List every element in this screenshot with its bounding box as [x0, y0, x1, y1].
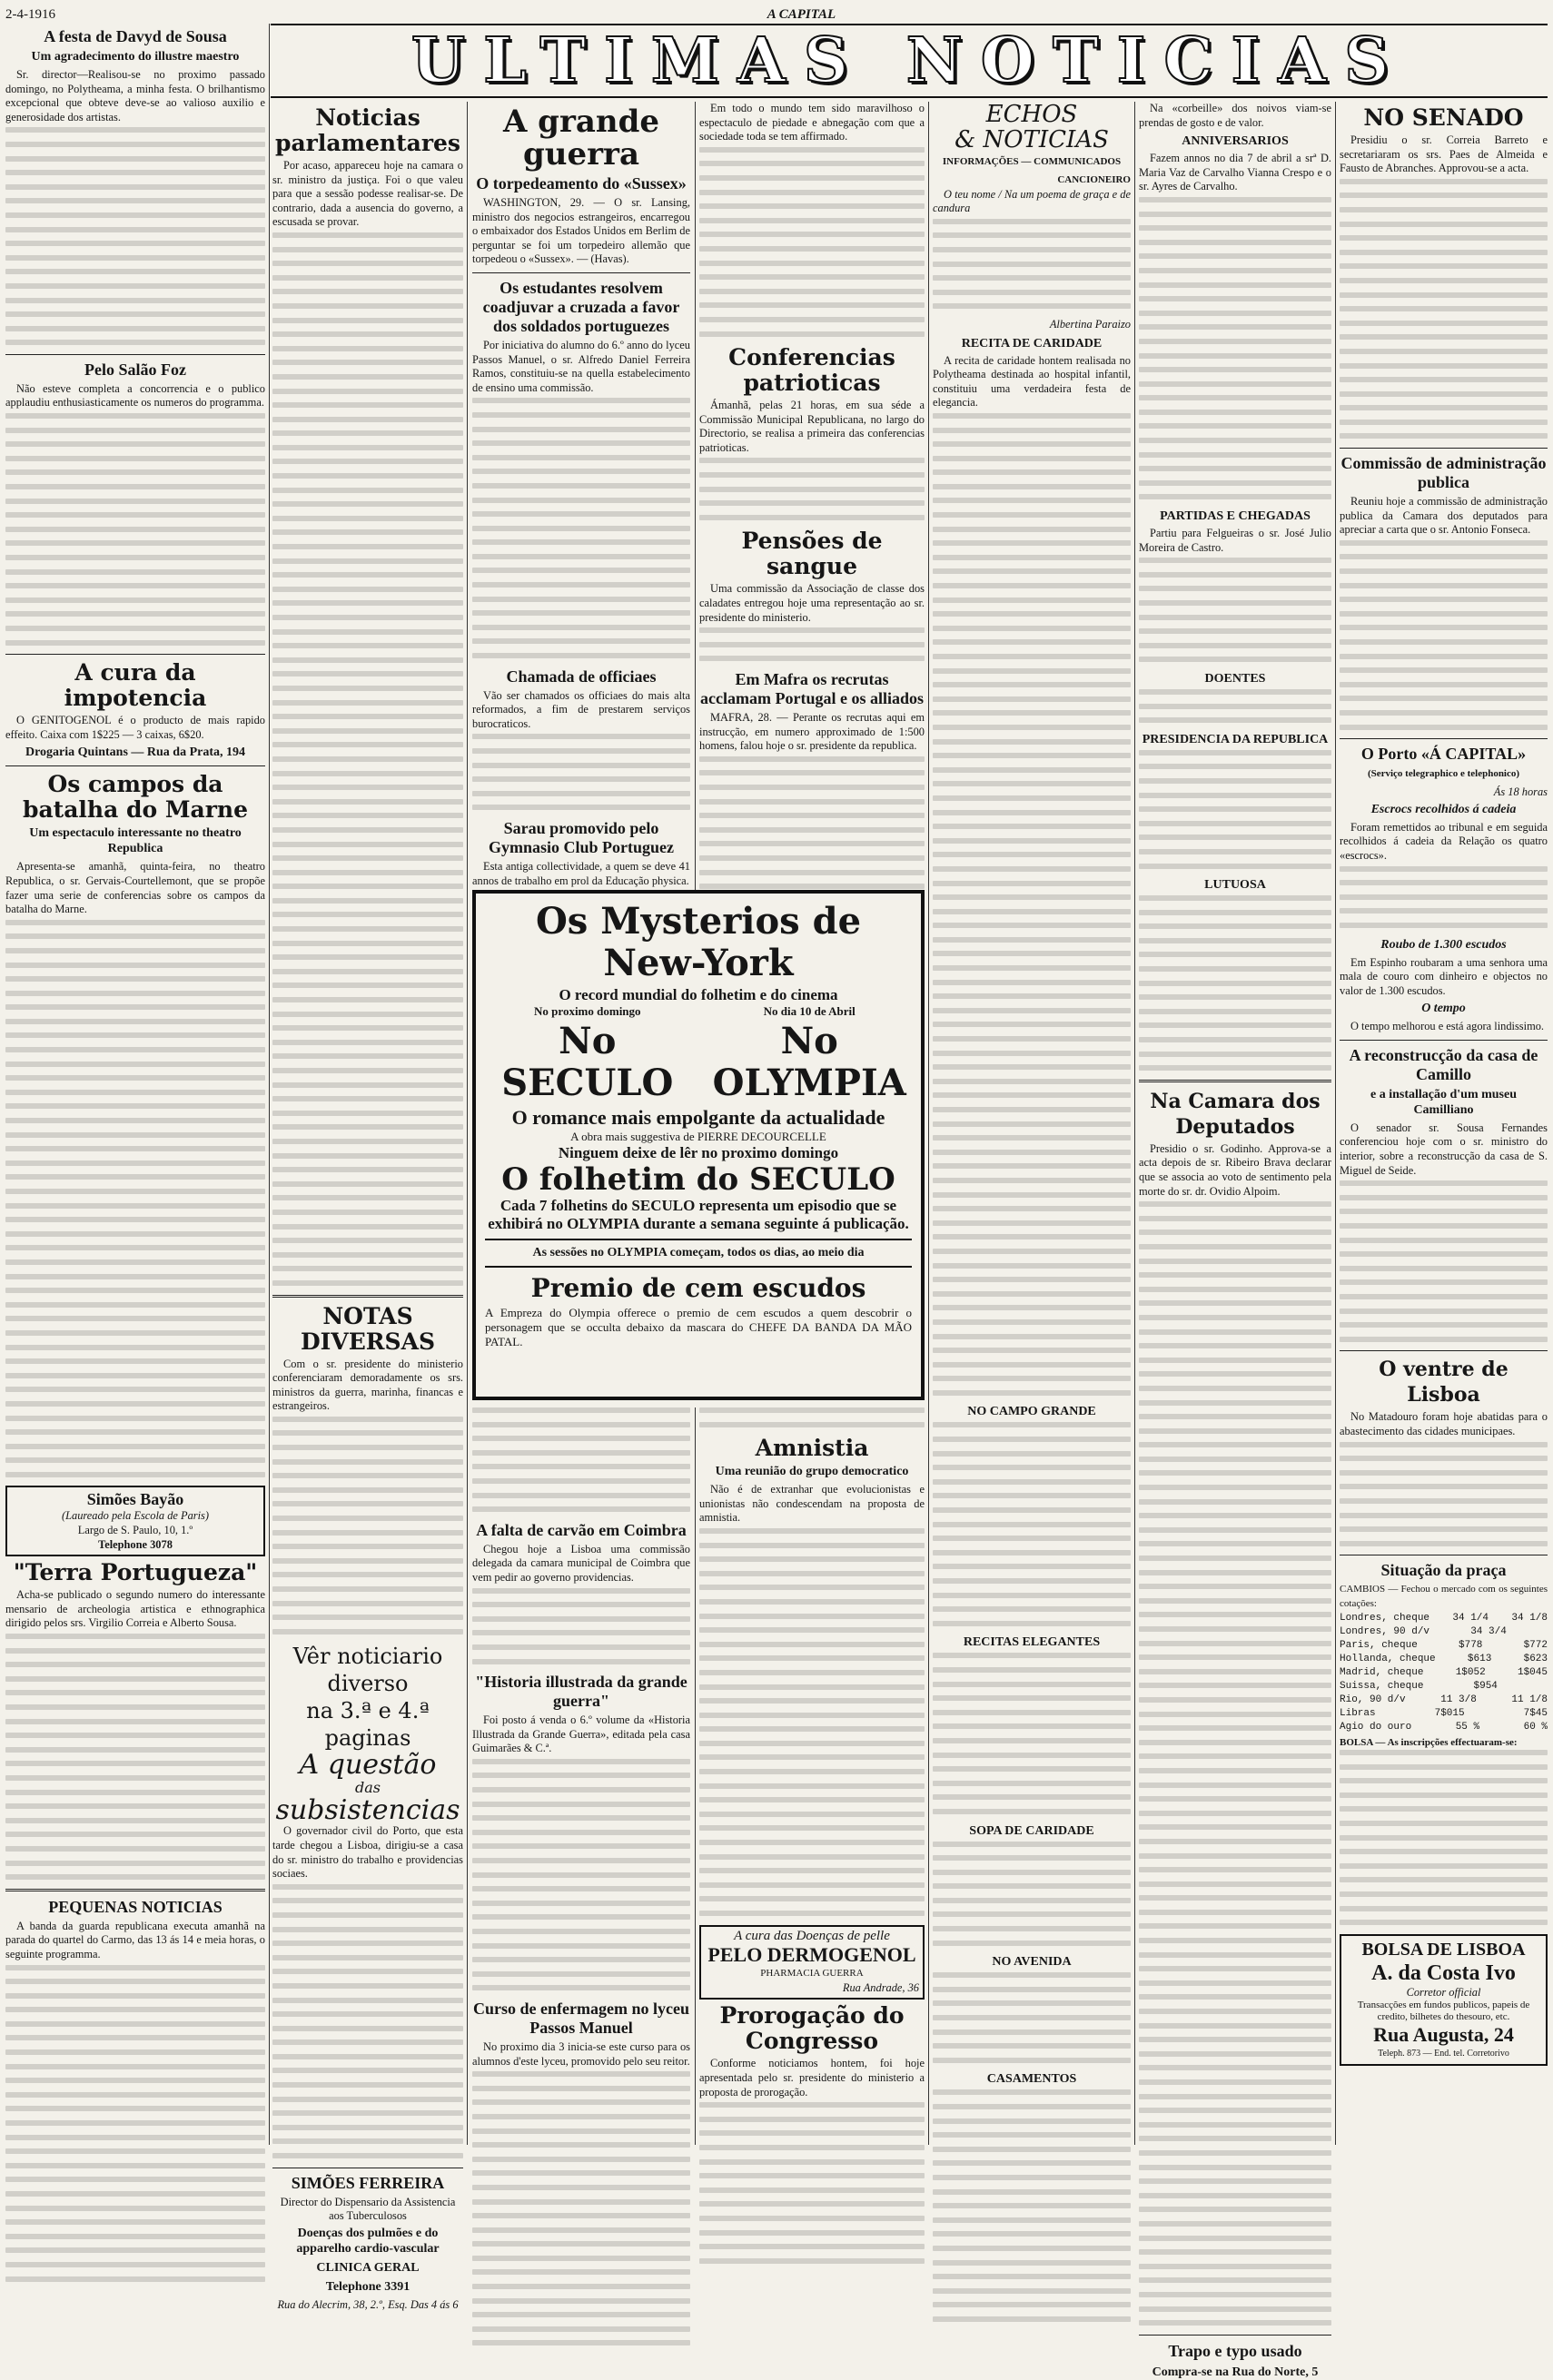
ad-mysterios-sessoes: As sessões no OLYMPIA começam, todos os dias, ao meio dia: [532, 1246, 865, 1259]
section-banner: [271, 24, 1548, 98]
ad-dermogenol-title: PELO DERMOGENOL: [707, 1943, 916, 1967]
ad-bolsa-title: BOLSA DE LISBOA: [1361, 1939, 1526, 1960]
ad-dermogenol-pharmacia: PHARMACIA GUERRA: [760, 1968, 864, 1980]
text-block: [5, 920, 265, 1477]
porto-head: Escrocs recolhidos á cadeia: [1370, 802, 1517, 816]
text-block: [933, 413, 1131, 1396]
ad-mysterios-title: Os Mysterios de New-York: [535, 900, 862, 984]
ad-trapo-title: Trapo e typo usado: [1168, 2341, 1302, 2360]
article-text-ventre: No Matadouro foram hoje abatidas para o abastecimento das cidades municipaes.: [1340, 1410, 1548, 1437]
ad-dermogenol-cura: A cura das Doenças de pelle: [734, 1928, 890, 1943]
subhead-avenida: NO AVENIDA: [992, 1955, 1072, 1970]
text-block: [1340, 540, 1548, 730]
cambio-value-a: $613: [1467, 1653, 1492, 1664]
porto-sub: (Serviço telegraphico e telephonico): [1367, 768, 1520, 780]
article-subtitle-recon: e a installação d'um museu Camilliano: [1370, 1087, 1517, 1117]
text-block: [699, 1407, 925, 1427]
ad-bolsa-lisboa: [1340, 1934, 1548, 2066]
subhead-sopa: SOPA DE CARIDADE: [969, 1823, 1094, 1838]
text-block: [272, 1884, 463, 2158]
article-title-enferm: Curso de enfermagem no lyceu Passos Manuel: [473, 1999, 689, 2037]
article-text-porto: Foram remettidos ao tribunal e em seguida recolhidos á cadeia da Relação os quatro «escrocs».: [1340, 820, 1548, 862]
text-block: [5, 413, 265, 646]
subhead-doentes: DOENTES: [1204, 671, 1266, 686]
text-block: [1340, 1180, 1548, 1342]
ad-dermogenol: [699, 1925, 925, 2000]
text-block: [1139, 1201, 1331, 2326]
article-title-historia: "Historia illustrada da grande guerra": [475, 1673, 687, 1711]
article-text-subs: O governador civil do Porto, que esta tarde chegou a Lisboa, dirigiu-se a casa do sr. ministro do trabalho e providencias sociaes.: [272, 1824, 463, 1881]
text-block: [1340, 1442, 1548, 1546]
section-banner-title: ULTIMAS NOTICIAS: [411, 25, 1408, 97]
ad-trapo-sub: Compra-se na Rua do Norte, 5: [1152, 2365, 1319, 2379]
article-text-conf: Ámanhã, pelas 21 horas, em sua séde a Commissão Municipal Republicana, no largo do Directorio, se realisa a primeira das conferencias patrioticas.: [699, 399, 925, 454]
cambio-value-b: $623: [1523, 1653, 1548, 1664]
cambio-value-b: 34 1/8: [1511, 1612, 1548, 1624]
cambio-row: [1340, 1612, 1548, 1625]
cambio-row: [1340, 1666, 1548, 1680]
text-block: [472, 1407, 690, 1512]
cambio-value-a: $778: [1459, 1639, 1483, 1651]
article-text-parl: Por acaso, appareceu hoje na camara o sr. ministro da justiça. Foi o que valeu para que a sessão podesse realisar-se. De contrario, dada a ausencia do governo, a escusada se provar.: [272, 159, 463, 229]
article-title-guerra: A grande guerra: [502, 104, 660, 173]
ad-mysterios-line1: O record mundial do folhetim e do cinema: [559, 986, 838, 1003]
article-title-conf: Conferencias patrioticas: [728, 344, 895, 397]
text-block: [933, 1972, 1131, 2063]
section-title-echos: ECHOS: [985, 101, 1078, 128]
cambio-row: [1340, 1625, 1548, 1639]
article-title-prorog: Prorogação do Congresso: [719, 2002, 905, 2055]
ad-bolsa-tel: Teleph. 873 — End. tel. Corretorivo: [1378, 2049, 1509, 2059]
notice-ver-1: Vêr noticiario: [292, 1644, 443, 1670]
cambio-value-b: $772: [1523, 1639, 1548, 1651]
text-block: [1139, 750, 1331, 869]
article-text-mafra: MAFRA, 28. — Perante os recrutas aqui em instrucção, em numero approximado de 1:500 homens, falou hoje o sr. presidente da republica.: [699, 711, 925, 753]
text-block: [699, 458, 925, 519]
article-subtitle-festa: Um agradecimento do illustre maestro: [31, 50, 240, 64]
text-block: [472, 398, 690, 658]
article-title-situacao: Situação da praça: [1380, 1561, 1507, 1580]
ad-bolsa-name: A. da Costa Ivo: [1371, 1960, 1516, 1985]
article-text-roubo: Em Espinho roubaram a uma senhora uma mala de couro com dinheiro e objectos no valor de 1.300 escudos.: [1340, 955, 1548, 997]
article-text-salao: Não esteve completa a concorrencia e o publico applaudiu enthusiasticamente os numeros do programma.: [5, 381, 265, 410]
article-text-pensoes: Uma commissão da Associação de classe dos caladates entregou hoje uma representação ao sr. presidente do ministerio.: [699, 582, 925, 624]
column-6: [1139, 102, 1331, 2379]
article-title-salao: Pelo Salão Foz: [84, 360, 186, 379]
article-text-anniv: Fazem annos no dia 7 de abril a srª D. Maria Vaz de Carvalho Vianna Crespo e o sr. Ayres de Carvalho.: [1139, 152, 1331, 193]
article-title-amnistia: Amnistia: [755, 1435, 869, 1462]
article-title-notas: NOTAS DIVERSAS: [300, 1302, 436, 1355]
text-block: [699, 2102, 925, 2264]
article-subtitle-amnistia: Uma reunião do grupo democratico: [715, 1465, 909, 1479]
ad-simoes-ferreira-sub: Director do Dispensario da Assistencia aos Tuberculosos: [280, 2195, 456, 2223]
article-text-corbeille: Na «corbeille» dos noivos viam-se prendas de gosto e de valor.: [1139, 102, 1331, 129]
article-title-comm: Commissão de administração publica: [1340, 454, 1547, 492]
article-title-ventre: O ventre de Lisboa: [1379, 1358, 1508, 1407]
article-text-amnistia: Não é de extranhar que evolucionistas e unionistas não condescendam na proposta de amnistia.: [699, 1483, 925, 1525]
subhead-anniv: ANNIVERSARIOS: [1182, 134, 1289, 149]
article-title-chamada: Chamada de officiaes: [506, 667, 657, 686]
ad-simoes-ferreira-doencas: Doenças dos pulmões e do apparelho cardio-vascular: [296, 2226, 440, 2256]
text-block: [933, 219, 1131, 310]
article-title-senado: NO SENADO: [1363, 104, 1524, 131]
bolsa-line: BOLSA — As inscripções effectuaram-se:: [1340, 1736, 1518, 1748]
ad-dermogenol-rua: Rua Andrade, 36: [842, 1980, 919, 1994]
article-text-torp: WASHINGTON, 29. — O sr. Lansing, ministro dos negocios estrangeiros, encarregou o embaixador dos Estados Unidos em Berlim de perguntar se foi um torpedeiro allemão que torpedeou o «Sussex». — (Havas).: [472, 196, 690, 266]
ad-mysterios-ninguem: Ninguem deixe de lêr no proximo domingo: [558, 1144, 839, 1161]
section-title-noticias: & NOTICIAS: [955, 126, 1109, 153]
cambio-value-a: 7$015: [1434, 1707, 1465, 1719]
ad-mysterios-new-york: [472, 890, 925, 1400]
ad-mysterios-folhetim: O folhetim do SECULO: [501, 1161, 895, 1198]
article-title-parl: Noticias parlamentares: [275, 104, 460, 156]
text-block: [5, 1965, 265, 2282]
paper-name: A CAPITAL: [767, 6, 836, 22]
article-title-pensoes: Pensões de sangue: [741, 528, 883, 580]
article-text-chamada: Vão ser chamados os officiaes do mais alta reformados, a fim de prestarem serviços burocraticos.: [472, 688, 690, 730]
text-block: [272, 1417, 463, 1634]
ad-bolsa-role: Corretor official: [1406, 1985, 1481, 1999]
ad-simoes-address: Largo de S. Paulo, 10, 1.º: [77, 1524, 193, 1537]
ad-mysterios-date-left: No proximo domingo: [534, 1004, 641, 1018]
poem-text: O teu nome / Na um poema de graça e de candura: [933, 187, 1131, 215]
cambio-value-b: 1$045: [1517, 1666, 1548, 1678]
ad-mysterios-author: A obra mais suggestiva de PIERRE DECOURCELLE: [570, 1130, 826, 1143]
column-3-lower: [472, 1407, 690, 2145]
article-title-mafra: Em Mafra os recrutas acclamam Portugal e os alliados: [700, 670, 924, 707]
cambio-label: Hollanda, cheque: [1340, 1653, 1436, 1664]
cambio-label: Londres, 90 d/v: [1340, 1625, 1430, 1637]
article-text-recon: O senador sr. Sousa Fernandes conferenciou hoje com o sr. ministro do interior, sobre a reconstrucção da casa de S. Miguel de Seide.: [1340, 1121, 1548, 1177]
text-block: [472, 2071, 690, 2345]
article-text-sarau: Esta antiga collectividade, a quem se deve 41 annos de trabalho em prol da Educação physica.: [472, 859, 690, 887]
cambio-value-b: 60 %: [1523, 1721, 1548, 1733]
article-title-pequenas: PEQUENAS NOTICIAS: [48, 1897, 223, 1916]
article-title-festa: A festa de Davyd de Sousa: [44, 27, 227, 45]
subhead-campo-grande: NO CAMPO GRANDE: [967, 1405, 1096, 1419]
article-text-enferm: No proximo dia 3 inicia-se este curso para os alumnos d'este lyceu, promovido pelo seu reitor.: [472, 2039, 690, 2068]
ad-mysterios-date-right: No dia 10 de Abril: [763, 1004, 856, 1018]
ad-simoes-ferreira-title: SIMÕES FERREIRA: [291, 2173, 445, 2192]
article-title-porto: O Porto «Á CAPITAL»: [1360, 745, 1527, 764]
cambios-table: [1340, 1612, 1548, 1734]
article-title-sarau: Sarau promovido pelo Gymnasio Club Portuguez: [488, 818, 674, 856]
cambio-label: Libras: [1340, 1707, 1376, 1719]
ad-text-cura: O GENITOGENOL é o producto de mais rapido effeito. Caixa com 1$225 — 3 caixas, 6$20.: [5, 714, 265, 741]
cambio-value-a: $954: [1473, 1680, 1498, 1692]
article-text-carvao: Chegou hoje a Lisboa uma commissão delegada da camara municipal de Coimbra que vem pedir ao governo providencias.: [472, 1542, 690, 1584]
cambio-row: [1340, 1694, 1548, 1707]
text-block: [472, 734, 690, 810]
cambio-value-a: 55 %: [1455, 1721, 1480, 1733]
section-cancioneiro: CANCIONEIRO: [1057, 174, 1131, 185]
ad-bolsa-text: Transacções em fundos publicos, papeis de credito, bilhetes do thesouro, etc.: [1357, 2000, 1530, 2023]
issue-date: 2-4-1916: [5, 6, 55, 22]
article-title-carvao: A falta de carvão em Coimbra: [476, 1520, 687, 1539]
subhead-casamentos: CASAMENTOS: [986, 2072, 1077, 2087]
situacao-sub: CAMBIOS — Fechou o mercado com os seguintes cotações:: [1340, 1584, 1548, 1609]
ad-drogaria: Drogaria Quintans — Rua da Prata, 194: [25, 746, 246, 760]
article-title-terra: "Terra Portugueza": [13, 1559, 258, 1586]
cambio-label: Paris, cheque: [1340, 1639, 1418, 1651]
cambio-row: [1340, 1639, 1548, 1653]
text-block: [699, 147, 925, 337]
cambio-value-a: 34 3/4: [1470, 1625, 1507, 1637]
cambio-value-a: 34 1/4: [1452, 1612, 1489, 1624]
tempo-head: O tempo: [1421, 1002, 1466, 1016]
cambio-row: [1340, 1653, 1548, 1666]
ad-simoes-ferreira-tel: Telephone 3391: [325, 2279, 411, 2294]
article-title-recon: A reconstrucção da casa de Camillo: [1349, 1045, 1538, 1083]
section-info: INFORMAÇÕES — COMMUNICADOS: [942, 156, 1122, 167]
text-block: [699, 627, 925, 661]
text-block: [1139, 558, 1331, 662]
article-title-camara: Na Camara dos Deputados: [1150, 1089, 1321, 1139]
article-text-senado: Presidiu o sr. Correia Barreto e secretariaram os srs. Paes de Almeida e Fausto de Abranches. Approvou-se a acta.: [1340, 133, 1548, 175]
ad-simoes-title: Simões Bayão: [86, 1490, 184, 1509]
ad-bolsa-addr: Rua Augusta, 24: [1373, 2023, 1514, 2047]
ad-simoes-tel: Telephone 3078: [98, 1537, 173, 1551]
cambio-value-b: 7$45: [1523, 1707, 1548, 1719]
column-4-lower: [699, 1407, 925, 2145]
article-text-prorog: Conforme noticiamos hontem, foi hoje apresentada pelo sr. presidente do ministerio a proposta de prorogação.: [699, 2057, 925, 2099]
roubo-head: Roubo de 1.300 escudos: [1380, 937, 1507, 952]
article-text-terra: Acha-se publicado o segundo numero do interessante mensario de archeologia artistica e ethnographica dirigido pelos srs. Virgilio Correia e Alberto Sousa.: [5, 1588, 265, 1630]
ad-mysterios-olympia: No OLYMPIA: [712, 1020, 906, 1104]
article-text-estud: Por iniciativa do alumno do 6.º anno do lyceu Passos Manuel, o sr. Alfredo Daniel Ferreira Ramos, constituiu-se na quella estabelecimento de ensino uma commissão.: [472, 338, 690, 394]
text-block: [1139, 895, 1331, 1071]
column-1: [5, 24, 265, 2145]
porto-time: Ás 18 horas: [1493, 785, 1548, 799]
title-subsistencias: subsistencias: [275, 1794, 460, 1827]
cambio-row: [1340, 1707, 1548, 1721]
text-block: [272, 232, 463, 1286]
article-text-notas: Com o sr. presidente do ministerio conferenciaram demoradamente os srs. ministros da guerra, marinha, financas e estrangeiros.: [272, 1357, 463, 1413]
article-text-comm: Reuniu hoje a commissão de administração publica da Camara dos deputados para apreciar a carta que o sr. Antonio Fonseca.: [1340, 495, 1548, 537]
ad-simoes-ferreira-clinica: CLINICA GERAL: [316, 2260, 420, 2275]
ad-simoes-sub: (Laureado pela Escola de Paris): [62, 1509, 209, 1523]
cambio-label: Agio do ouro: [1340, 1721, 1412, 1733]
text-block: [933, 1653, 1131, 1814]
ad-mysterios-cada: Cada 7 folhetins do SECULO representa um episodio que se exhibirá no OLYMPIA durante a semana seguinte á publicação.: [488, 1197, 909, 1232]
cambio-row: [1340, 1680, 1548, 1694]
subhead-presid: PRESIDENCIA DA REPUBLICA: [1142, 732, 1329, 746]
text-block: [1139, 689, 1331, 723]
ad-mysterios-seculo: No SECULO: [501, 1020, 674, 1104]
poem-author: Albertina Paraizo: [1049, 317, 1131, 331]
cambio-value-b: 11 1/8: [1511, 1694, 1548, 1705]
ad-title-cura: A cura da impotencia: [64, 659, 207, 712]
subhead-recita: RECITA DE CARIDADE: [961, 336, 1103, 351]
column-2: [272, 102, 463, 2311]
notice-ver-3: na 3.ª e 4.ª paginas: [306, 1698, 430, 1752]
cambio-label: Londres, cheque: [1340, 1612, 1430, 1624]
text-block: [1139, 197, 1331, 499]
cambio-value-a: 11 3/8: [1440, 1694, 1477, 1705]
article-text-historia: Foi posto á venda o 6.º volume da «Historia Illustrada da Grande Guerra», editada pela casa Guimarães & C.ª.: [472, 1713, 690, 1755]
text-block: [5, 127, 265, 345]
subhead-partidas: PARTIDAS E CHEGADAS: [1160, 509, 1311, 524]
article-subtitle-campos: Um espectaculo interessante no theatro Republica: [29, 826, 242, 856]
text-block: [1340, 179, 1548, 439]
title-questao: A questão: [299, 1749, 437, 1782]
cambio-label: Rio, 90 d/v: [1340, 1694, 1406, 1705]
ad-mysterios-premio: Premio de cem escudos: [530, 1273, 866, 1303]
article-text-recita: A recita de caridade hontem realisada no Polytheama destinada ao hospital infantil, constituiu uma verdadeira festa de elegancia.: [933, 353, 1131, 410]
article-text-tempo: O tempo melhorou e está agora lindissimo.: [1350, 1020, 1545, 1033]
article-text-pequenas: A banda da guarda republicana executa amanhã na parada do quartel do Carmo, das 13 ás 14 e meia horas, o seguinte programma.: [5, 1919, 265, 1960]
text-block: [933, 1842, 1131, 1946]
text-block: [472, 1759, 690, 1991]
cambio-value-a: 1$052: [1455, 1666, 1486, 1678]
text-block: [1340, 866, 1548, 928]
text-block: [472, 1588, 690, 1664]
subhead-recitas: RECITAS ELEGANTES: [963, 1635, 1101, 1650]
article-text-top: Em todo o mundo tem sido maravilhoso o espectaculo de piedade e abnegação com que a sociedade toda se tem affirmado.: [699, 102, 925, 143]
text-block: [699, 1528, 925, 1916]
article-text-partidas: Partiu para Felgueiras o sr. José Julio Moreira de Castro.: [1139, 527, 1331, 554]
page-header-line: [5, 5, 1548, 24]
article-text-campos: Apresenta-se amanhã, quinta-feira, no theatro Republica, o sr. Gervais-Courtellemont, que se propõe fazer uma serie de conferencias sobre os campos da batalha do Marne.: [5, 860, 265, 916]
ad-mysterios-premio-text: A Empreza do Olympia offerece o premio de cem escudos a quem descobrir o personagem que se occulta debaixo da mascara do CHEFE DA BANDA DA MÃO PATAL.: [485, 1306, 912, 1348]
article-text-camara: Presidio o sr. Godinho. Approva-se a acta depois de sr. Ribeiro Brava declarar que se associa ao voto de sentimento pela morte do sr. dr. Ovidio Alpoim.: [1139, 1141, 1331, 1198]
subhead-lutuosa: LUTUOSA: [1204, 878, 1266, 893]
article-subtitle-torp: O torpedeamento do «Sussex»: [476, 174, 687, 193]
ad-mysterios-romance: O romance mais empolgante da actualidade: [511, 1106, 885, 1129]
text-block: [933, 1422, 1131, 1625]
article-title-estud: Os estudantes resolvem coadjuvar a cruzada a favor dos soldados portuguezes: [482, 278, 680, 335]
ad-simoes-bayao: [5, 1486, 265, 1556]
cambio-label: Madrid, cheque: [1340, 1666, 1424, 1678]
article-text-festa: Sr. director—Realisou-se no proximo passado domingo, no Polytheama, a minha festa. O brilhantismo excepcional que obteve deve-se ao valioso auxilio e generosidade dos artistas.: [5, 68, 265, 123]
text-block: [1340, 1750, 1548, 1925]
column-7: [1340, 102, 1548, 2145]
title-das: das: [355, 1779, 381, 1797]
ad-simoes-ferreira-address: Rua do Alecrim, 38, 2.º, Esq. Das 4 ás 6: [277, 2297, 459, 2311]
column-5: [933, 102, 1131, 2145]
cambio-row: [1340, 1721, 1548, 1734]
cambio-label: Suissa, cheque: [1340, 1680, 1424, 1692]
notice-ver-2: diverso: [327, 1671, 409, 1697]
article-title-campos: Os campos da batalha do Marne: [23, 771, 248, 824]
text-block: [933, 2089, 1131, 2322]
text-block: [5, 1634, 265, 1880]
